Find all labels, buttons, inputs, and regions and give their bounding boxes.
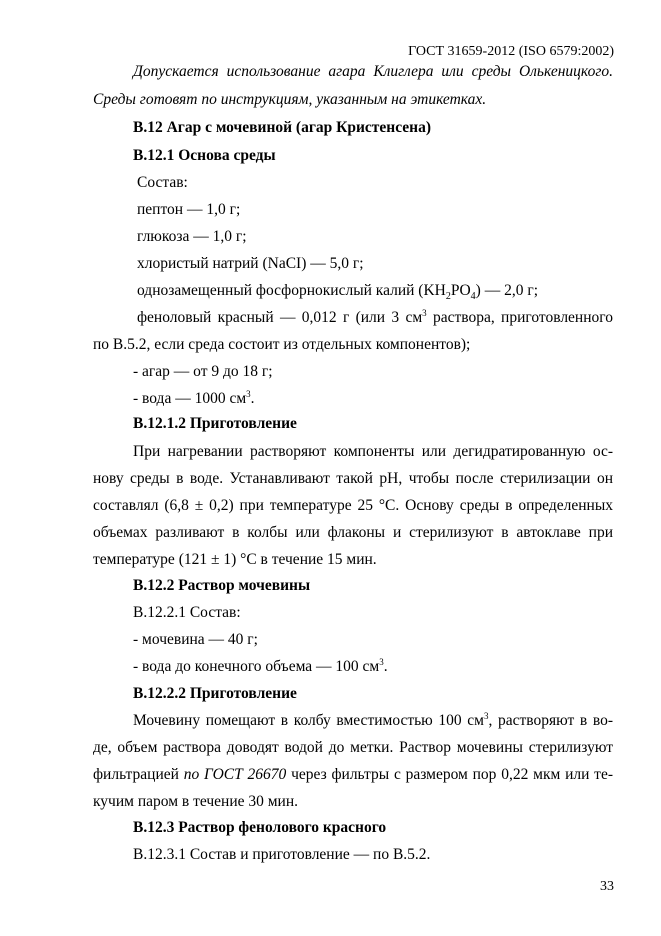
paragraph-line: фильтрацией по ГОСТ 26670 через фильтры с размером пор 0,22 мкм или те- <box>93 766 613 783</box>
standard-reference: по ГОСТ 26670 <box>183 766 287 783</box>
paragraph-line: составлял (6,8 ± 0,2) при температуре 25 °С. Основу среды в определенных <box>93 497 613 514</box>
ingredient-peptone: пептон — 1,0 г; <box>137 201 241 218</box>
page-number: 33 <box>600 879 614 894</box>
paragraph-line: Мочевину помещают в колбу вместимостью 100 $см^3$, растворяют в во- <box>133 710 613 729</box>
ingredient-water: - вода — 1000 $см^3$. <box>133 388 255 407</box>
paragraph-line: В.12.3.1 Состав и приготовление — по В.5.2. <box>133 846 431 863</box>
paragraph-line: нову среды в воде. Устанавливают такой pH, чтобы после стерилизации он <box>93 470 613 487</box>
ingredient-water-final: - вода до конечного объема — 100 $см^3$. <box>133 656 388 675</box>
section-heading-b12: В.12 Агар с мочевиной (агар Кристенсена) <box>133 119 432 136</box>
ingredient-potassium-phosphate: однозамещенный фосфорнокислый калий $(KH_2PO_4)$ — 2,0 г; <box>137 282 538 303</box>
page-header: ГОСТ 31659-2012 (ISO 6579:2002) <box>408 44 614 59</box>
ingredient-sodium-chloride: хлористый натрий (NaCI) — 5,0 г; <box>137 255 364 272</box>
paragraph-line: кучим паром в течение 30 мин. <box>93 793 299 810</box>
section-heading-b12-2-2: В.12.2.2 Приготовление <box>133 685 297 702</box>
intro-line-1: Допускается использование агара Клиглера или среды Олькеницкого. <box>133 63 613 80</box>
ingredient-agar: - агар — от 9 до 18 г; <box>133 363 273 380</box>
ingredient-glucose: глюкоза — 1,0 г; <box>137 228 247 245</box>
section-heading-b12-3: В.12.3 Раствор фенолового красного <box>133 819 387 836</box>
paragraph-line: объемах разливают в колбы или флаконы и стерилизуют в автоклаве при <box>93 524 613 541</box>
section-heading-b12-2: В.12.2 Раствор мочевины <box>133 577 311 594</box>
ingredient-urea: - мочевина — 40 г; <box>133 631 258 648</box>
composition-label: Состав: <box>137 174 188 191</box>
ingredient-phenol-red-continued: по В.5.2, если среда состоит из отдельных компонентов); <box>93 336 471 353</box>
paragraph-line: температуре (121 ± 1) °С в течение 15 мин. <box>93 551 377 568</box>
section-heading-b12-1-2: В.12.1.2 Приготовление <box>133 415 297 432</box>
paragraph-line: де, объем раствора доводят водой до метки. Раствор мочевины стерилизуют <box>93 739 613 756</box>
ingredient-phenol-red: феноловый красный — 0,012 г (или 3 $см^3$ раствора, приготовленного <box>137 307 613 326</box>
paragraph-line: При нагревании растворяют компоненты или дегидратированную ос- <box>133 443 613 460</box>
section-heading-b12-1: В.12.1 Основа среды <box>133 147 276 164</box>
composition-label: В.12.2.1 Состав: <box>133 604 241 621</box>
intro-line-2: Среды готовят по инструкциям, указанным на этикетках. <box>93 91 487 108</box>
